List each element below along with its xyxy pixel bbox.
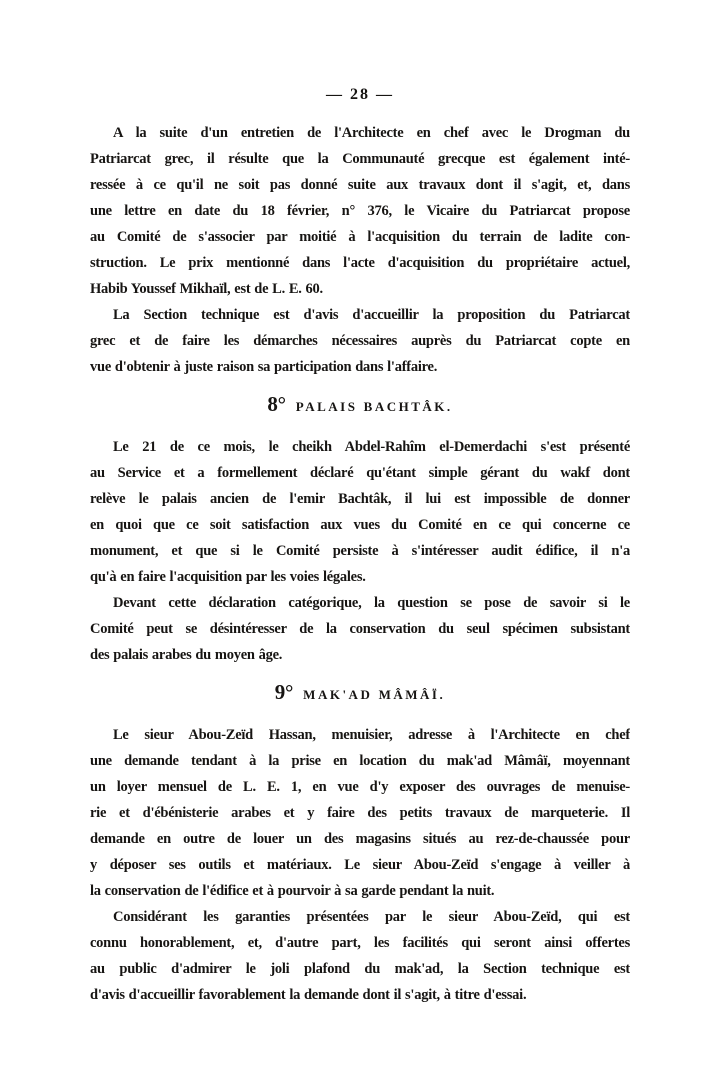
text-line: Le sieur Abou-Zeïd Hassan, menuisier, adresse à l'Architecte en chef: [113, 727, 630, 743]
text-line: une lettre en date du 18 février, n° 376, le Vicaire du Patriarcat propose: [90, 203, 630, 219]
text-line: un loyer mensuel de L. E. 1, en vue d'y exposer des ouvrages de menuise-: [90, 779, 630, 795]
text-line: demande en outre de louer un des magasins situés au rez-de-chaussée pour: [90, 831, 630, 847]
text-line: Habib Youssef Mikhaïl, est de L. E. 60.: [90, 281, 323, 297]
section-title: MAK'AD MÂMÂÏ.: [303, 687, 446, 702]
text-line: Patriarcat grec, il résulte que la Communauté grecque est également inté-: [90, 151, 630, 167]
text-line: qu'à en faire l'acquisition par les voies légales.: [90, 569, 366, 585]
section-heading-8-palais-bachtak: [90, 392, 630, 420]
page-text-block: [90, 120, 630, 1008]
page-number: — 28 —: [326, 86, 394, 103]
text-line: vue d'obtenir à juste raison sa participation dans l'affaire.: [90, 359, 438, 375]
text-line: struction. Le prix mentionné dans l'acte d'acquisition du propriétaire actuel,: [90, 255, 630, 271]
text-line: rie et d'ébénisterie arabes et y faire des petits travaux de marqueterie. Il: [90, 805, 630, 821]
text-line: Devant cette déclaration catégorique, la question se pose de savoir si le: [113, 595, 630, 611]
text-line: y déposer ses outils et matériaux. Le sieur Abou-Zeïd s'engage à veiller à: [90, 857, 630, 873]
section-title: PALAIS BACHTÂK.: [295, 399, 453, 414]
text-line: ressée à ce qu'il ne soit pas donné suite aux travaux dont il s'agit, et, dans: [90, 177, 630, 193]
text-line: au Service et a formellement déclaré qu'étant simple gérant du wakf dont: [90, 465, 630, 481]
text-line: au Comité de s'associer par moitié à l'acquisition du terrain de ladite con-: [90, 229, 630, 245]
text-line: la conservation de l'édifice et à pourvoir à sa garde pendant la nuit.: [90, 883, 495, 899]
text-line: en quoi que ce soit satisfaction aux vues du Comité en ce qui concerne ce: [90, 517, 630, 533]
paragraph: [90, 434, 630, 590]
paragraph: [90, 120, 630, 302]
section-number: 9°: [274, 680, 294, 704]
text-line: au public d'admirer le joli plafond du mak'ad, la Section technique est: [90, 961, 630, 977]
paragraph: [90, 904, 630, 1008]
text-line: La Section technique est d'avis d'accueillir la proposition du Patriarcat: [113, 307, 630, 323]
text-line: connu honorablement, et, d'autre part, les facilités qui seront ainsi offertes: [90, 935, 630, 951]
text-line: Considérant les garanties présentées par le sieur Abou-Zeïd, qui est: [113, 909, 630, 925]
text-line: d'avis d'accueillir favorablement la demande dont il s'agit, à titre d'essai.: [90, 987, 527, 1003]
text-line: relève le palais ancien de l'emir Bachtâk, il lui est impossible de donner: [90, 491, 630, 507]
text-line: A la suite d'un entretien de l'Architecte en chef avec le Drogman du: [113, 125, 630, 141]
text-line: Le 21 de ce mois, le cheikh Abdel-Rahîm el-Demerdachi s'est présenté: [113, 439, 630, 455]
text-line: Comité peut se désintéresser de la conservation du seul spécimen subsistant: [90, 621, 630, 637]
text-line: monument, et que si le Comité persiste à s'intéresser audit édifice, il n'a: [90, 543, 630, 559]
paragraph: [90, 590, 630, 668]
text-line: une demande tendant à la prise en location du mak'ad Mâmâï, moyennant: [90, 753, 630, 769]
text-line: des palais arabes du moyen âge.: [90, 647, 283, 663]
paragraph: [90, 722, 630, 904]
paragraph: [90, 302, 630, 380]
text-line: grec et de faire les démarches nécessaires auprès du Patriarcat copte en: [90, 333, 630, 349]
section-heading-9-makad-mamai: [90, 680, 630, 708]
section-number: 8°: [267, 392, 286, 416]
